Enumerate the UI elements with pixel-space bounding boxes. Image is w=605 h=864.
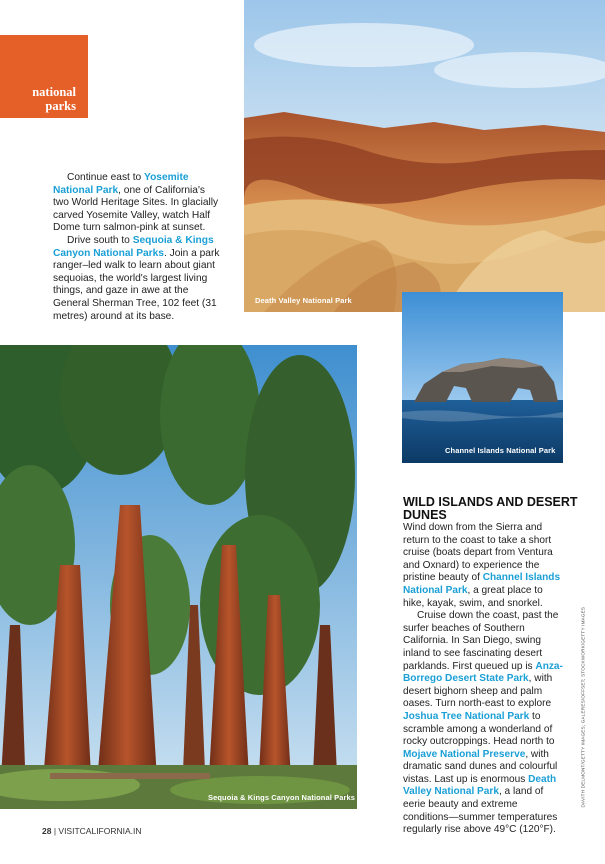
section-heading: WILD ISLANDS AND DESERT DUNES: [403, 495, 578, 522]
section-body: [403, 522, 565, 837]
channel-islands-caption: Channel Islands National Park: [445, 446, 556, 455]
photo-credit: [578, 606, 588, 810]
intro-paragraph-1: [53, 172, 223, 235]
section-tag-line1: national: [32, 85, 76, 99]
yosemite-link[interactable]: Yosemite National Park: [53, 172, 189, 196]
sequoia-caption: Sequoia & Kings Canyon National Parks: [208, 793, 356, 802]
death-valley-link[interactable]: Death Valley National Park: [403, 773, 557, 798]
mojave-link[interactable]: Mojave National Preserve: [403, 748, 526, 760]
section-p2-text-mid2: to scramble among a wonderland of rocky outcroppings. Head north to: [403, 710, 555, 748]
intro-p2-text-after: . Join a park ranger–led walk to learn about giant sequoias, the world's largest living things, and gaze in awe at the General Sherman Tree, 102 feet (31 metres) around at its base.: [53, 247, 220, 322]
intro-p2-text: Drive south to: [67, 234, 133, 246]
page-number: 28: [42, 826, 52, 836]
section-p2-text: Cruise down the coast, past the surfer beaches of Southern California. In San Diego, swing inland to see fascinating desert parklands. First queued up is: [403, 610, 559, 672]
death-valley-photo: [244, 0, 605, 312]
channel-islands-photo: [402, 292, 563, 463]
intro-p1-text-after: , one of California's two World Heritage Sites. In glacially carved Yosemite Valley, watch Half Dome turn salmon-pink at sunset.: [53, 184, 219, 234]
joshua-tree-link[interactable]: Joshua Tree National Park: [403, 710, 530, 722]
intro-p1-text: Continue east to: [67, 172, 145, 183]
intro-paragraph-2: [53, 235, 223, 323]
section-tag-line2: parks: [45, 99, 76, 113]
section-p2-text-after: , a land of eerie beauty and extreme conditions—summer temperatures regularly rise above 49°C (120°F).: [403, 786, 558, 836]
intro-text: [53, 172, 223, 323]
section-paragraph-1: [403, 522, 565, 610]
section-tag: [0, 35, 88, 118]
section-p2-text-mid1: , with desert bighorn sheep and palm oases. Turn north-east to explore: [403, 673, 553, 710]
section-p2-text-mid3: , with dramatic sand dunes and colourful vistas. Last up is enormous: [403, 748, 558, 785]
photo-credit-text: DAVITH DELMONT/GETTY IMAGES; GALERES/OFFSET; STOCKWORK/GETTY IMAGES: [580, 606, 586, 808]
sequoia-photo: [0, 345, 357, 809]
section-p1-text: Wind down from the Sierra and return to the coast to take a short cruise (boats depart from Ventura and Oxnard) to experience the pristine beauty of: [403, 522, 553, 584]
section-p1-text-after: , a great place to hike, kayak, swim, and snorkel.: [403, 584, 543, 609]
death-valley-caption: Death Valley National Park: [255, 296, 352, 305]
channel-islands-link[interactable]: Channel Islands National Park: [403, 572, 561, 596]
section-paragraph-2: [403, 610, 565, 837]
sequoia-link[interactable]: Sequoia & Kings Canyon National Parks: [53, 234, 214, 259]
page-footer: [42, 826, 142, 836]
footer-site[interactable]: VISITCALIFORNIA.IN: [58, 826, 142, 836]
anza-borrego-link[interactable]: Anza-Borrego Desert State Park: [403, 660, 563, 685]
footer-separator: |: [51, 826, 59, 836]
